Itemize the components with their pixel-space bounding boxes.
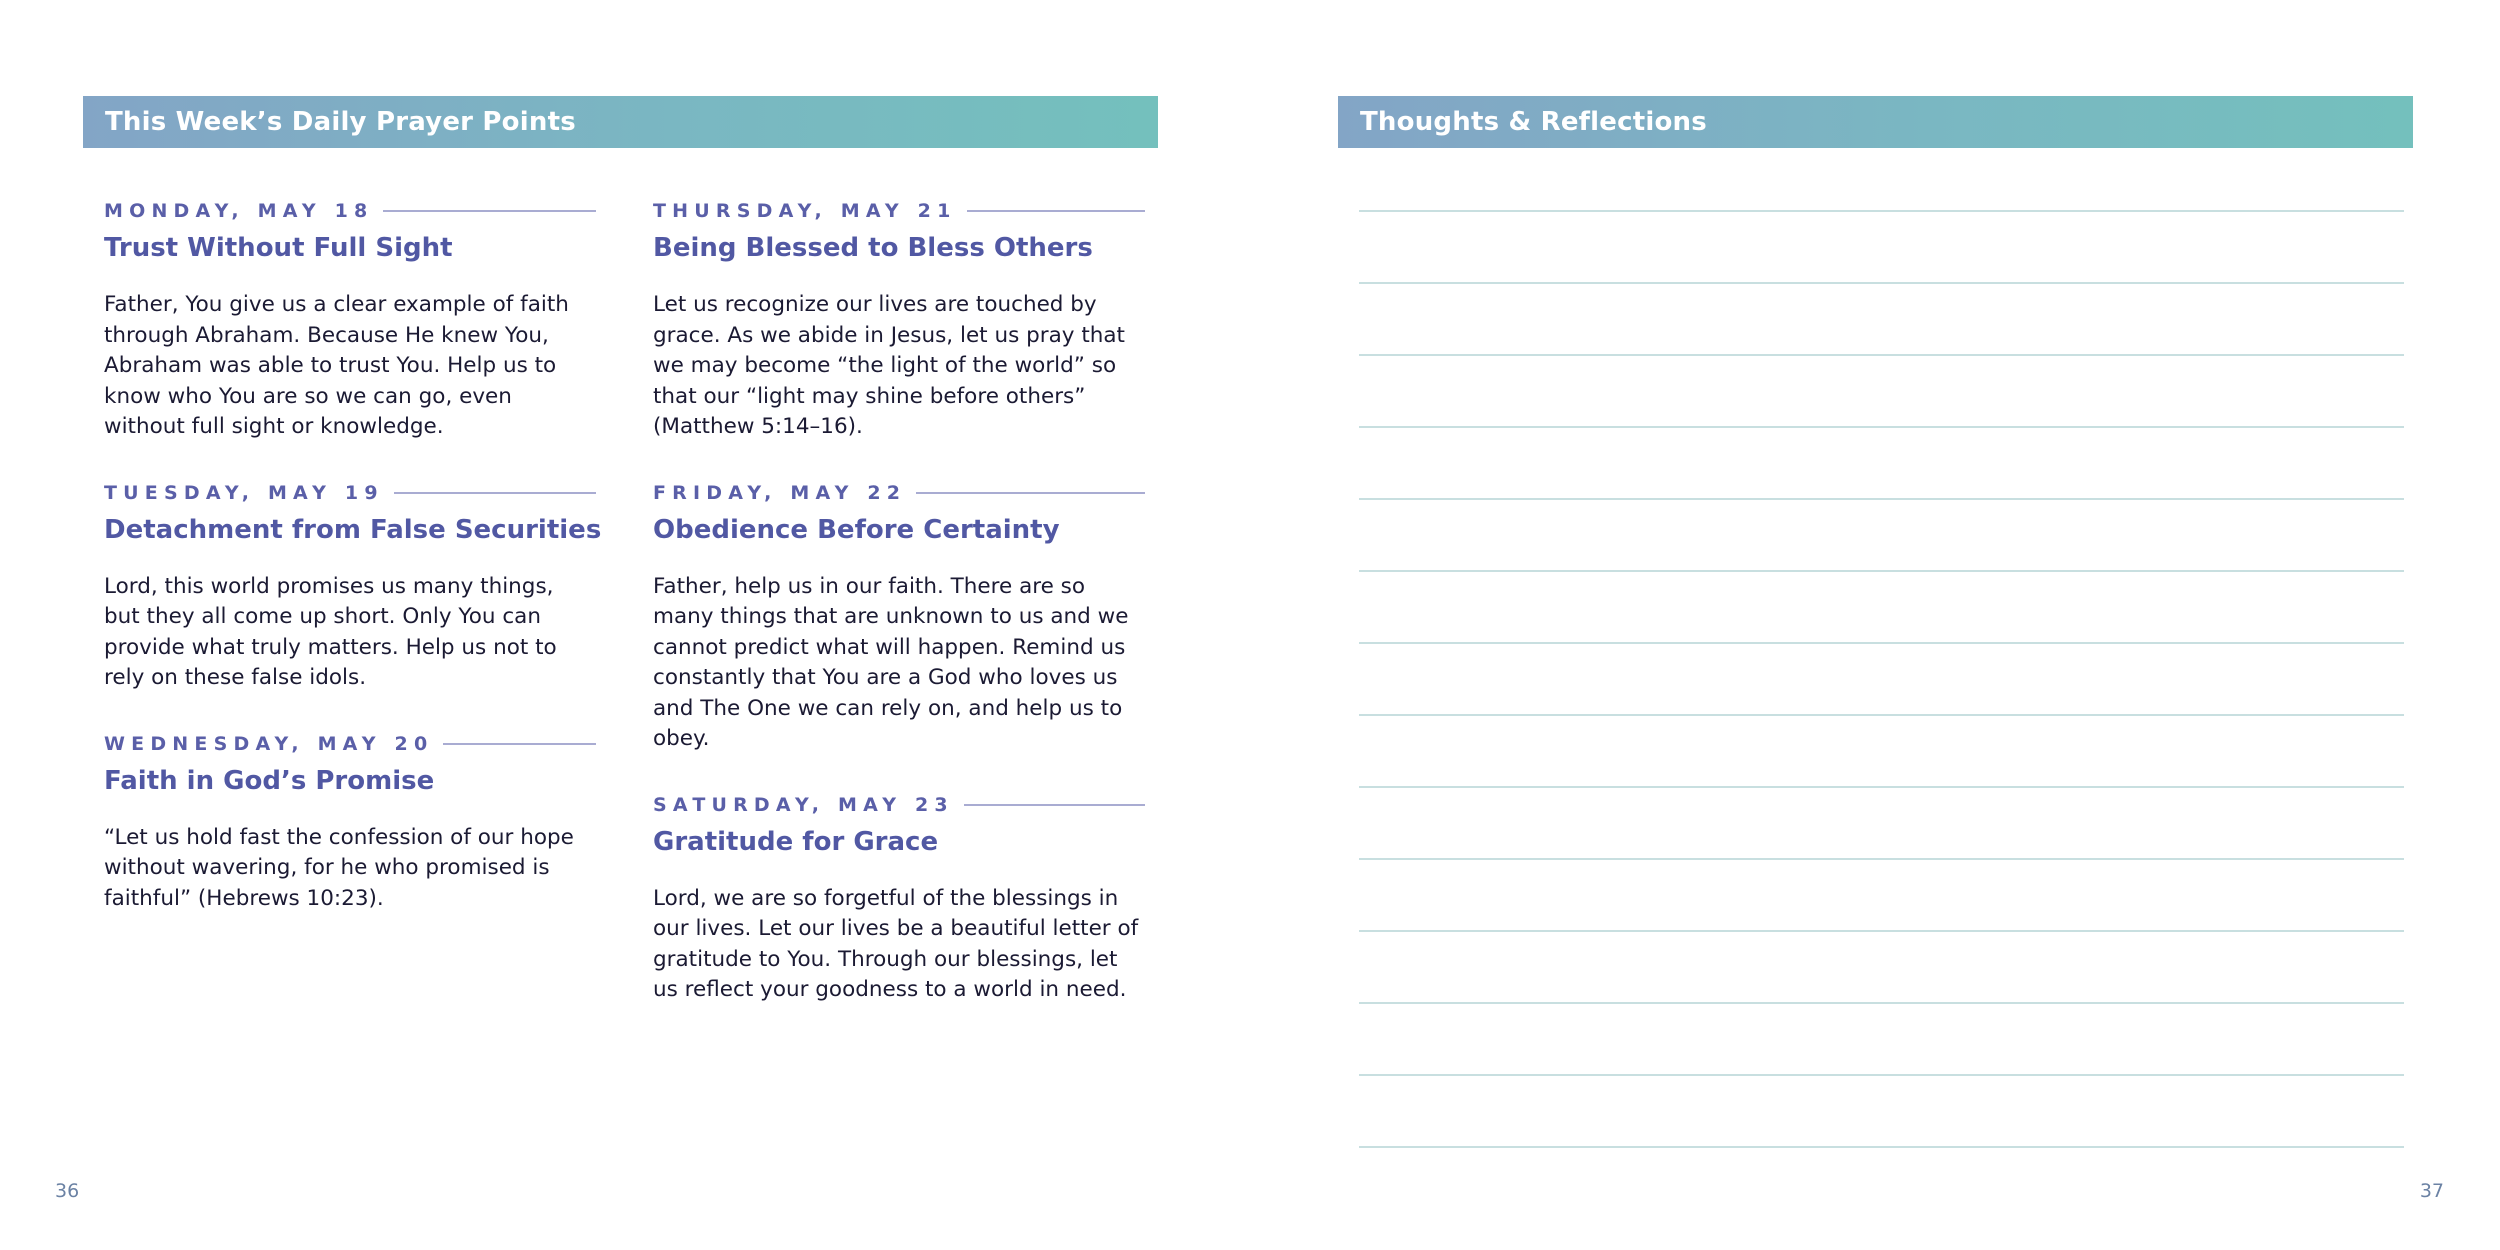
writing-line bbox=[1359, 714, 2404, 716]
entry-title: Faith in God’s Promise bbox=[104, 765, 435, 796]
entry-text: Lord, this world promises us many things, but they all come up short. Only You can provide what truly matters. Help us not to rely on these false idols. bbox=[104, 573, 557, 690]
date-divider bbox=[916, 492, 1145, 494]
date-divider bbox=[443, 743, 596, 745]
writing-line bbox=[1359, 498, 2404, 500]
writing-line bbox=[1359, 282, 2404, 284]
entry-date: SATURDAY, MAY 23 bbox=[653, 793, 954, 816]
date-divider bbox=[964, 804, 1145, 806]
date-row bbox=[653, 480, 1145, 506]
writing-line bbox=[1359, 1074, 2404, 1076]
date-row bbox=[104, 480, 596, 506]
writing-line bbox=[1359, 1002, 2404, 1004]
date-divider bbox=[394, 492, 596, 494]
writing-line bbox=[1359, 786, 2404, 788]
writing-line bbox=[1359, 570, 2404, 572]
writing-line bbox=[1359, 858, 2404, 860]
entry-date: TUESDAY, MAY 19 bbox=[104, 481, 384, 504]
prayer-entry-friday bbox=[653, 480, 1145, 755]
date-divider bbox=[967, 210, 1145, 212]
entry-date: FRIDAY, MAY 22 bbox=[653, 481, 907, 504]
page-number-left: 36 bbox=[55, 1180, 80, 1202]
banner-title: This Week’s Daily Prayer Points bbox=[105, 107, 576, 137]
entry-text: Father, You give us a clear example of faith through Abraham. Because He knew You, Abraham was able to trust You. Help us to know who You are so we can go, even without full sight or knowledge. bbox=[104, 292, 569, 439]
prayer-column-1 bbox=[104, 198, 602, 951]
banner-title: Thoughts & Reflections bbox=[1360, 107, 1707, 137]
writing-line bbox=[1359, 210, 2404, 212]
entry-title: Being Blessed to Bless Others bbox=[653, 233, 1093, 263]
prayer-entry-thursday bbox=[653, 198, 1145, 443]
entry-text: Father, help us in our faith. There are so many things that are unknown to us and we cannot predict what will happen. Remind us constantly that You are a God who loves us and The One we can rely on, and help us to obey. bbox=[653, 573, 1129, 751]
entry-title: Gratitude for Grace bbox=[653, 826, 939, 857]
entry-text: Let us recognize our lives are touched by grace. As we abide in Jesus, let us pray that we may become “the light of the world” so that our “light may shine before others” (Matthew 5:14–16). bbox=[653, 292, 1125, 439]
entry-text: “Let us hold fast the confession of our hope without wavering, for he who promised is faithful” (Hebrews 10:23). bbox=[104, 824, 574, 911]
page-number-right: 37 bbox=[2419, 1180, 2444, 1202]
date-row bbox=[104, 731, 596, 757]
prayer-entry-monday bbox=[104, 198, 596, 443]
entry-title: Detachment from False Securities bbox=[104, 514, 602, 545]
writing-line bbox=[1359, 930, 2404, 932]
prayer-column-2 bbox=[653, 198, 1145, 1043]
entry-title: Trust Without Full Sight bbox=[104, 233, 453, 263]
date-divider bbox=[383, 210, 596, 212]
writing-line bbox=[1359, 1146, 2404, 1148]
date-row bbox=[104, 198, 596, 224]
prayer-entry-saturday bbox=[653, 792, 1145, 1006]
writing-line bbox=[1359, 354, 2404, 356]
reflections-banner bbox=[1338, 96, 2413, 148]
prayer-entry-tuesday bbox=[104, 480, 602, 694]
entry-title: Obedience Before Certainty bbox=[653, 514, 1060, 545]
entry-date: THURSDAY, MAY 21 bbox=[653, 200, 957, 222]
date-row bbox=[653, 198, 1145, 224]
writing-line bbox=[1359, 642, 2404, 644]
prayer-entry-wednesday bbox=[104, 731, 596, 915]
entry-text: Lord, we are so forgetful of the blessings in our lives. Let our lives be a beautiful letter of gratitude to You. Through our blessings, let us reflect your goodness to a world in need. bbox=[653, 885, 1139, 1002]
writing-line bbox=[1359, 426, 2404, 428]
right-page bbox=[1250, 0, 2500, 1250]
prayer-points-banner bbox=[83, 96, 1158, 148]
entry-date: MONDAY, MAY 18 bbox=[104, 200, 374, 222]
entry-date: WEDNESDAY, MAY 20 bbox=[104, 732, 434, 755]
date-row bbox=[653, 792, 1145, 818]
